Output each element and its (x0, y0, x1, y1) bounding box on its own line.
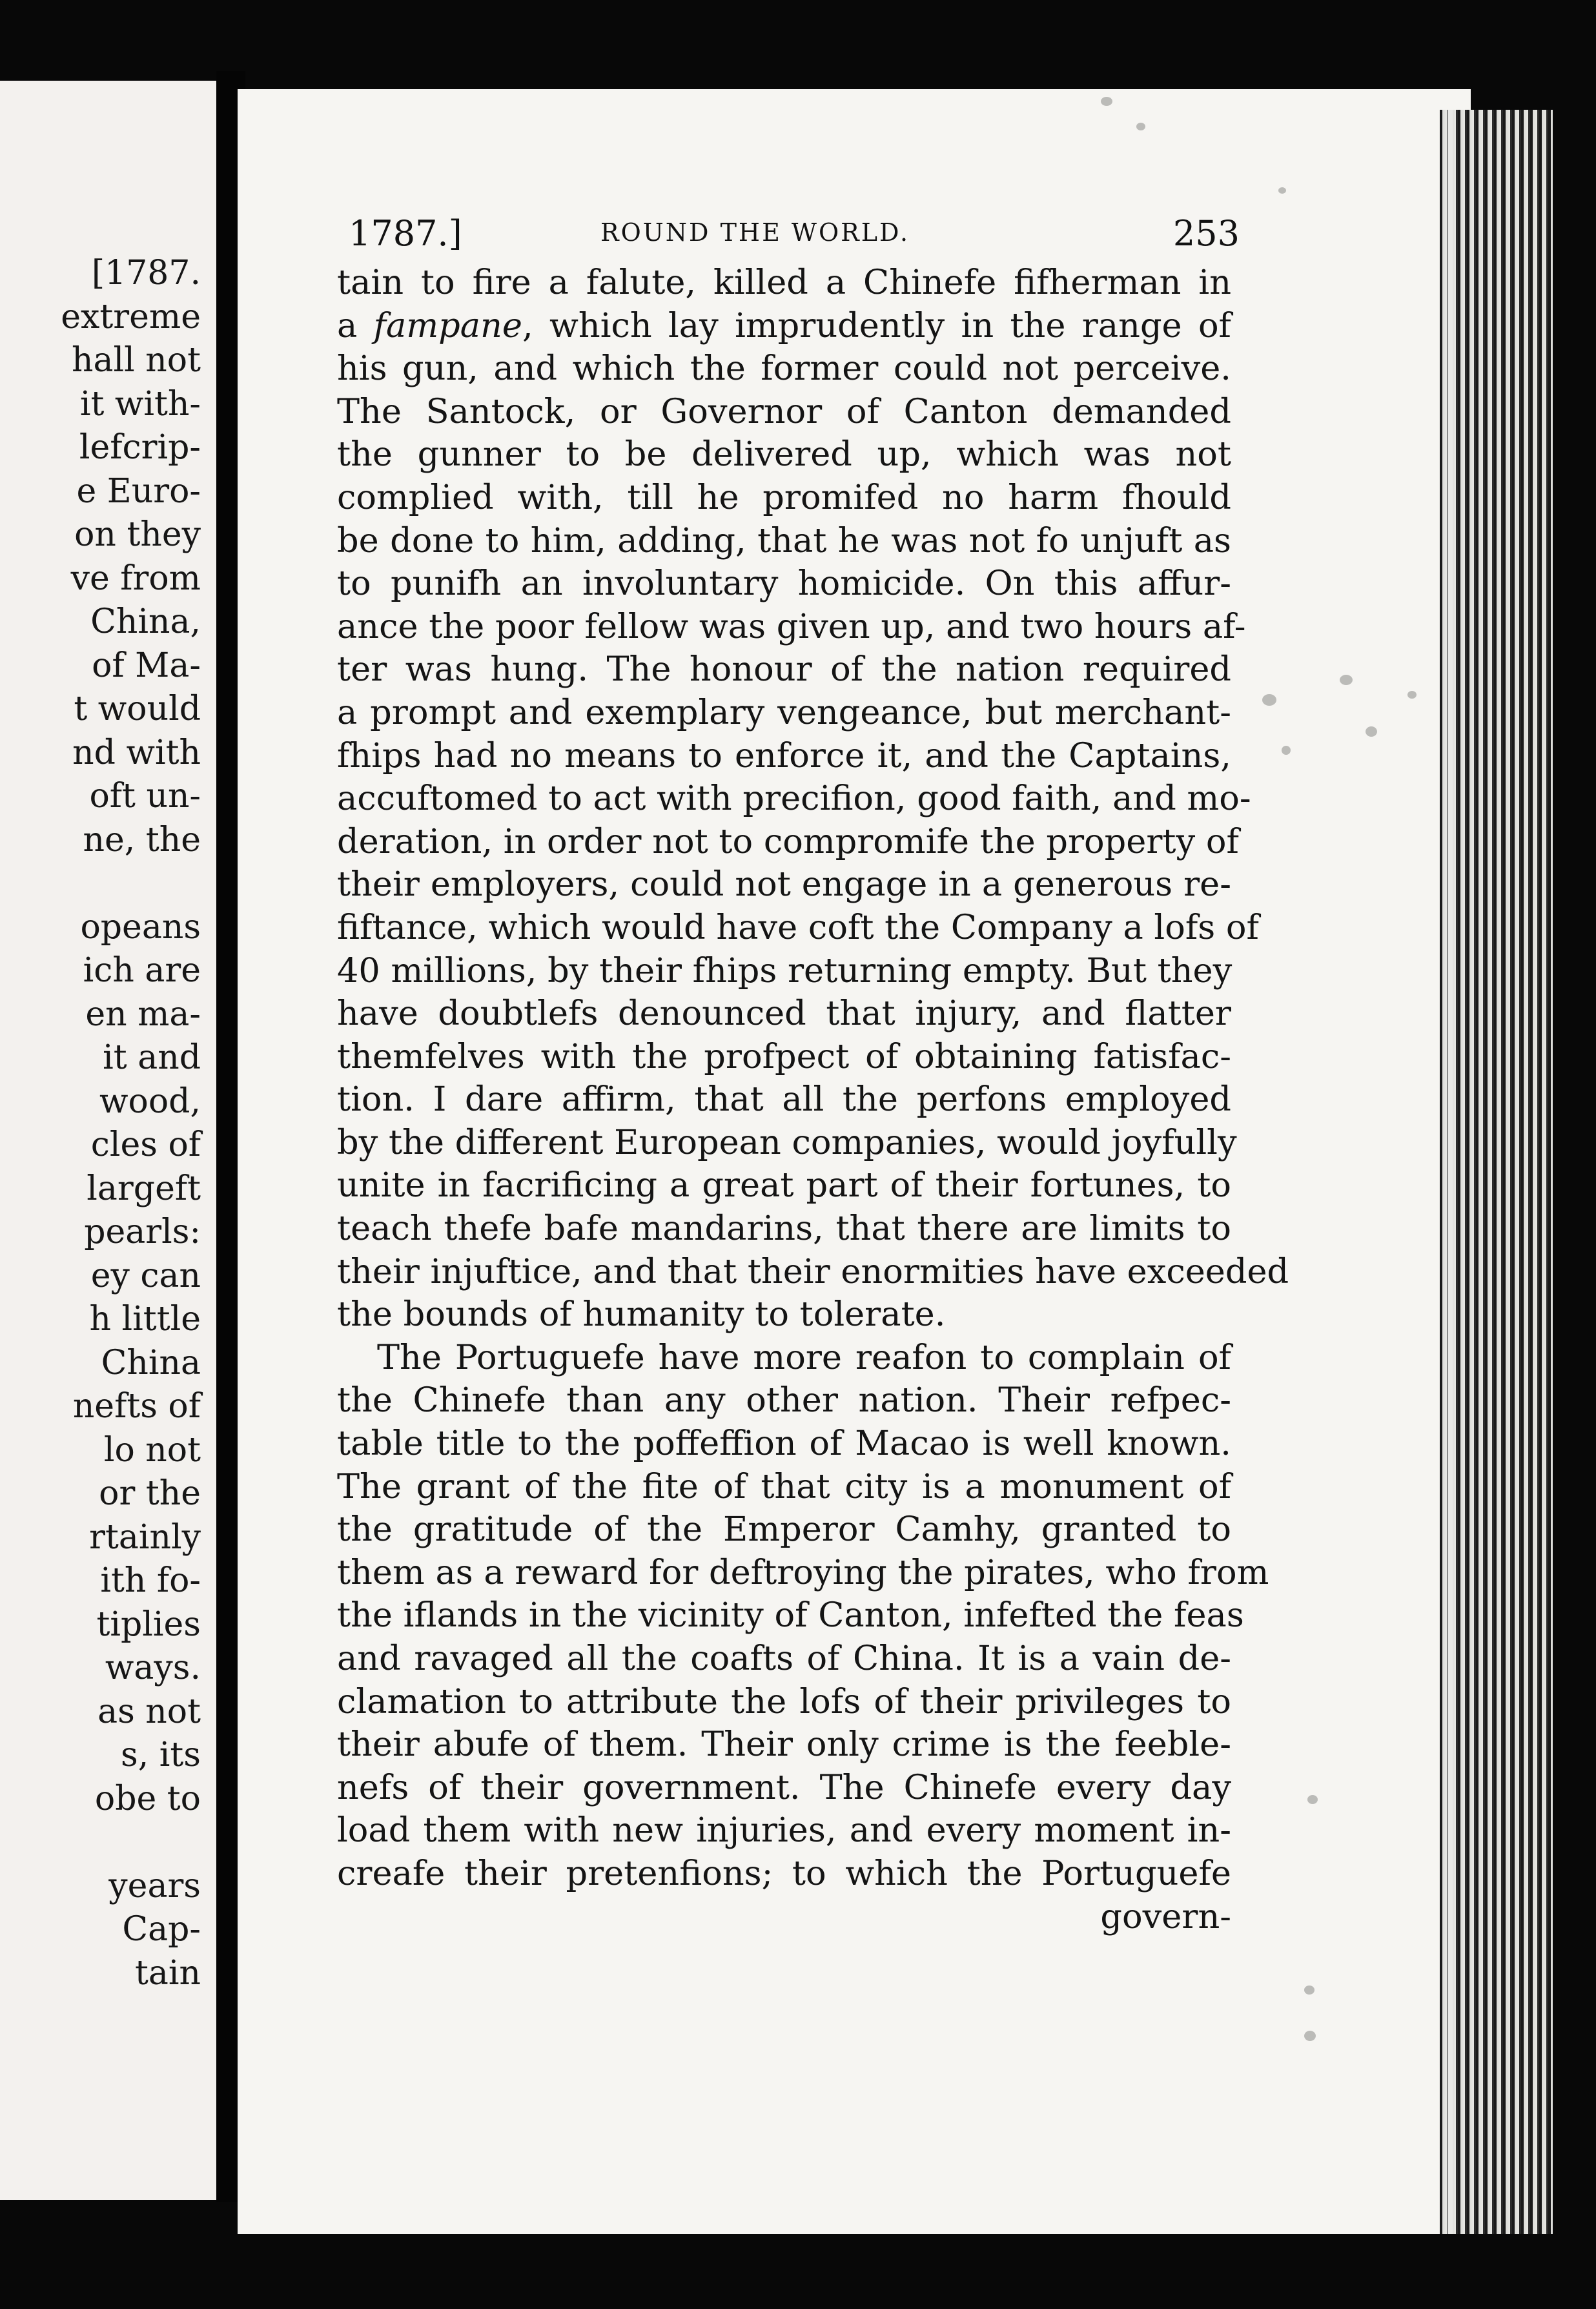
left-page-line: ways. (105, 1648, 201, 1687)
text-line: complied with, till he promifed no harm fhould (337, 477, 1231, 517)
text-line: by the different European companies, would joyfully (337, 1122, 1237, 1162)
paper-speck (1278, 187, 1286, 194)
text-line: creafe their pretenfions; to which the Portuguefe (337, 1853, 1231, 1893)
text-line: tain to fire a falute, killed a Chinefe fifherman in (337, 263, 1231, 302)
page-edges (1440, 110, 1553, 2234)
left-page-line: ey can (90, 1256, 201, 1295)
text-line: The Santock, or Governor of Canton demanded (337, 391, 1231, 431)
left-page-line: lefcrip- (79, 428, 201, 467)
left-page-line: rtainly (89, 1517, 201, 1557)
text-line: the bounds of humanity to tolerate. (337, 1295, 946, 1335)
left-page-line (61, 1821, 201, 1865)
text-line: clamation to attribute the lofs of their privileges to (337, 1681, 1231, 1721)
text-line: the gunner to be delivered up, which was not (337, 435, 1231, 475)
left-page-line: obe to (94, 1779, 201, 1818)
paper-speck (1366, 726, 1377, 737)
paper-speck (1407, 691, 1417, 699)
text-line: fiftance, which would have coft the Company a lofs of (337, 907, 1259, 947)
left-page-line: [1787. (91, 254, 201, 292)
text-line: and ravaged all the coafts of China. It is a vain de- (337, 1639, 1231, 1678)
left-page-line: Cap- (122, 1910, 201, 1949)
catchword: govern- (1100, 1896, 1231, 1936)
italic-word: fampane (373, 305, 522, 345)
left-page-line (61, 862, 201, 906)
left-page-line: en ma- (85, 994, 201, 1034)
left-page-line: cles of (90, 1125, 201, 1164)
text-line: fhips had no means to enforce it, and the Captains, (337, 735, 1231, 775)
left-page-line: years (108, 1866, 201, 1905)
text-line: his gun, and which the former could not perceive. (337, 349, 1231, 389)
text-line: nefs of their government. The Chinefe every day (337, 1767, 1231, 1807)
left-page-line: s, its (121, 1736, 201, 1774)
left-page-line: lo not (103, 1430, 201, 1470)
left-page-line: China, (90, 602, 201, 641)
text-line: ance the poor fellow was given up, and two hours af- (337, 606, 1246, 646)
text-line: table title to the poffeffion of Macao is well known. (337, 1424, 1231, 1464)
left-page-line: ith fo- (100, 1561, 201, 1600)
paper-speck (1282, 746, 1291, 755)
text-line (337, 305, 1231, 348)
running-head-year: 1787.] (349, 213, 462, 254)
text-line: the iflands in the vicinity of Canton, infefted the feas (337, 1596, 1244, 1636)
paper-speck (1304, 2031, 1316, 2041)
paper-speck (1262, 694, 1276, 706)
left-page (0, 81, 216, 2200)
left-page-line: hall not (72, 341, 201, 380)
left-page-line: ne, the (83, 820, 201, 859)
left-page-line: tiplies (96, 1605, 201, 1644)
text-line: their employers, could not engage in a generous re- (337, 865, 1231, 905)
left-page-line: pearls: (84, 1213, 201, 1251)
left-page-line: as not (97, 1692, 201, 1731)
text-line: their injuftice, and that their enormities have exceeded (337, 1251, 1289, 1291)
paper-speck (1101, 97, 1112, 106)
paper-speck (1136, 123, 1145, 130)
text-line: have doubtlefs denounced that injury, and flatter (337, 994, 1231, 1034)
left-page-line: tain (134, 1953, 201, 1993)
text-line: accuftomed to act with precifion, good faith, and mo- (337, 779, 1251, 819)
text-line: a prompt and exemplary vengeance, but merchant- (337, 692, 1231, 732)
text-line: The Portuguefe have more reafon to complain of (377, 1337, 1231, 1377)
text-line: their abufe of them. Their only crime is the feeble- (337, 1725, 1231, 1765)
page-number: 253 (1172, 213, 1240, 254)
left-page-line: ve from (70, 559, 201, 598)
left-page-line: or the (99, 1474, 201, 1513)
left-page-line: t would (74, 690, 201, 728)
left-page-line: it with- (79, 384, 201, 424)
text-line: themfelves with the profpect of obtaining fatisfac- (337, 1036, 1231, 1076)
text-line: the gratitude of the Emperor Camhy, granted to (337, 1510, 1231, 1550)
text-line: ter was hung. The honour of the nation required (337, 650, 1231, 690)
left-page-line: oft un- (89, 777, 201, 816)
text-line: 40 millions, by their fhips returning empty. But they (337, 950, 1233, 990)
running-head (349, 213, 1240, 265)
text-line: The grant of the fite of that city is a monument of (337, 1466, 1231, 1506)
text-line: them as a reward for deftroying the pirates, who from (337, 1552, 1269, 1592)
left-page-line: of Ma- (92, 646, 201, 685)
text-line-part: , which lay imprudently in the range of (522, 305, 1231, 345)
page-body-text (337, 262, 1289, 1938)
left-page-line: ich are (83, 951, 201, 990)
left-page-line: it and (103, 1038, 201, 1077)
left-page-line: e Euro- (76, 471, 201, 511)
left-page-line: nefts of (72, 1387, 201, 1426)
left-page-line: extreme (61, 297, 201, 336)
text-line: deration, in order not to compromife the property of (337, 821, 1239, 861)
text-line: the Chinefe than any other nation. Their refpec- (337, 1380, 1231, 1421)
left-page-text (61, 252, 201, 1995)
text-line: to punifh an involuntary homicide. On this affur- (337, 564, 1231, 604)
paper-speck (1304, 1986, 1315, 1995)
left-page-line: nd with (72, 733, 201, 772)
text-line: tion. I dare affirm, that all the perfons employed (337, 1080, 1231, 1120)
text-line: be done to him, adding, that he was not fo unjuft as (337, 520, 1231, 560)
left-page-line: wood, (99, 1082, 201, 1121)
text-line: load them with new injuries, and every moment in- (337, 1811, 1231, 1851)
left-page-line: on they (74, 515, 201, 554)
text-line-part: a (337, 305, 374, 345)
left-page-line: China (101, 1343, 201, 1382)
paper-speck (1340, 675, 1353, 685)
paper-speck (1307, 1795, 1318, 1804)
text-line: teach thefe bafe mandarins, that there are limits to (337, 1209, 1231, 1249)
left-page-line: largeft (87, 1169, 201, 1208)
left-page-line: opeans (80, 907, 201, 947)
left-page-line: h little (89, 1300, 201, 1339)
text-line: unite in facrificing a great part of their fortunes, to (337, 1165, 1231, 1206)
running-head-title: ROUND THE WORLD. (600, 218, 910, 247)
